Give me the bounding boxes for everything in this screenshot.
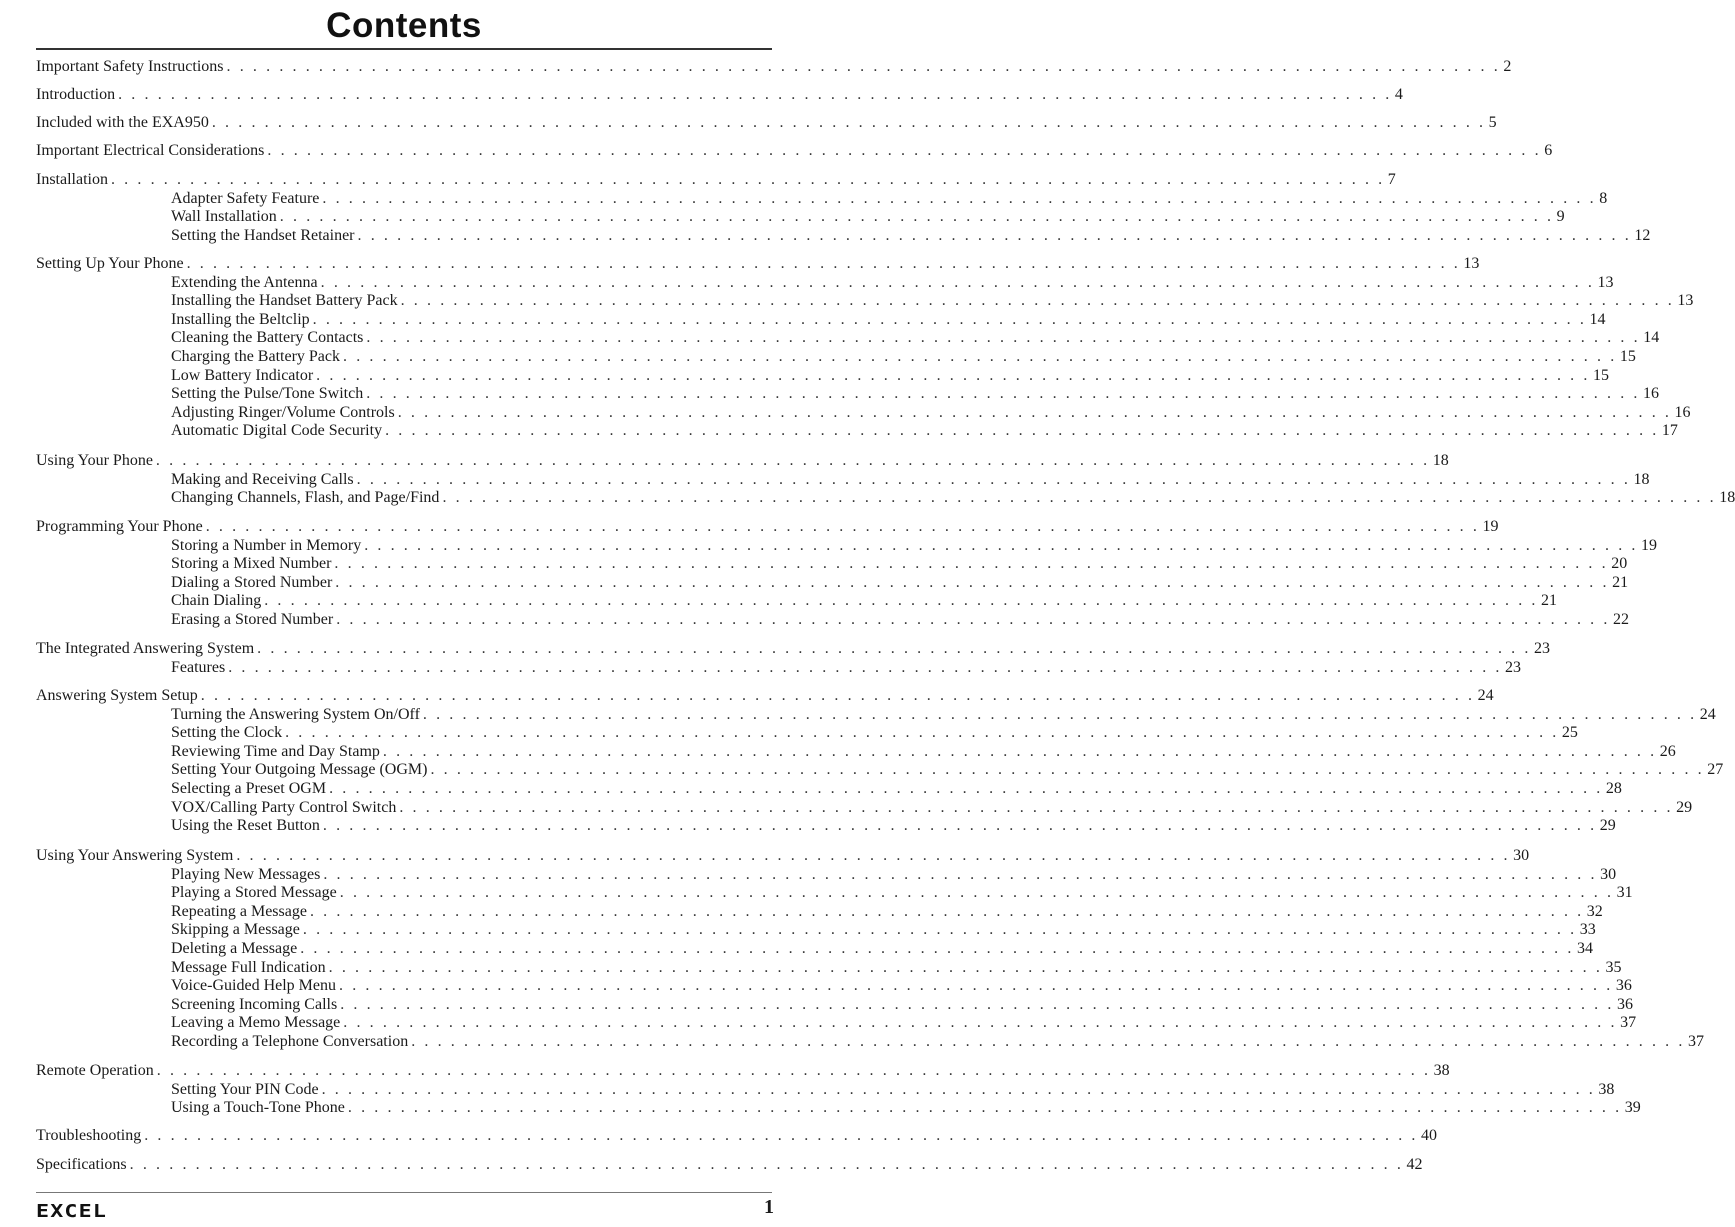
toc-entry-label: Setting Your PIN Code: [171, 1080, 319, 1098]
toc-section-entry: [36, 1062, 1450, 1080]
toc-entry-page: 20: [1611, 555, 1628, 573]
toc-entry-label: Recording a Telephone Conversation: [171, 1033, 409, 1050]
toc-entry-label: Extending the Antenna: [171, 273, 318, 291]
dot-leader: . . . . . . . . . . . . . . . . . . . . . . . . . . . . . . . . . . . . . . . . . . . . . . . . . . . . . . . . . . . . . . . . . . . . . . . . . . . . . . . . . . . . . . . . . . . . . . . . .: [442, 489, 1717, 507]
dot-leader: . . . . . . . . . . . . . . . . . . . . . . . . . . . . . . . . . . . . . . . . . . . . . . . . . . . . . . . . . . . . . . . . . . . . . . . . . . . . . . . . . . . . . . . . . . . . . . . . .: [264, 592, 1539, 610]
toc-entry-label: Dialing a Stored Number: [171, 573, 333, 591]
toc-entry-page: 5: [1488, 114, 1497, 131]
toc-entry-label: Programming Your Phone: [36, 518, 203, 535]
toc-entry-page: 16: [1643, 385, 1660, 403]
toc-entry-page: 32: [1586, 902, 1603, 920]
toc-entry-page: 36: [1615, 977, 1632, 995]
toc-entry-page: 42: [1406, 1156, 1423, 1173]
toc-subsection-entry: [171, 226, 1651, 245]
toc-subsection-entry: [171, 761, 1724, 779]
page-number: 1: [764, 1196, 774, 1218]
toc-entry-page: 23: [1533, 640, 1550, 657]
dot-leader: . . . . . . . . . . . . . . . . . . . . . . . . . . . . . . . . . . . . . . . . . . . . . . . . . . . . . . . . . . . . . . . . . . . . . . . . . . . . . . . . . . . . . . . . . . . . . . . . .: [302, 921, 1577, 939]
toc-entry-label: Reviewing Time and Day Stamp: [171, 742, 380, 760]
toc-subsection-entry: [171, 348, 1636, 366]
toc-subsection-entry: [171, 1033, 1704, 1051]
toc-subsection-entry: [171, 1099, 1641, 1117]
dot-leader: . . . . . . . . . . . . . . . . . . . . . . . . . . . . . . . . . . . . . . . . . . . . . . . . . . . . . . . . . . . . . . . . . . . . . . . . . . . . . . . . . . . . . . . . . . . . . . . . .: [339, 977, 1613, 995]
dot-leader: . . . . . . . . . . . . . . . . . . . . . . . . . . . . . . . . . . . . . . . . . . . . . . . . . . . . . . . . . . . . . . . . . . . . . . . . . . . . . . . . . . . . . . . . . . . . . . . . .: [343, 1014, 1618, 1032]
toc-entry-page: 23: [1505, 658, 1522, 676]
footer-divider: [36, 1192, 772, 1193]
toc-entry-page: 37: [1620, 1014, 1637, 1032]
toc-subsection-entry: [171, 705, 1716, 724]
dot-leader: . . . . . . . . . . . . . . . . . . . . . . . . . . . . . . . . . . . . . . . . . . . . . . . . . . . . . . . . . . . . . . . . . . . . . . . . . . . . . . . . . . . . . . . . . . . . . . . . .: [257, 640, 1531, 657]
toc-entry-page: 26: [1659, 742, 1676, 760]
toc-entry-label: Playing New Messages: [171, 865, 321, 883]
toc-entry-label: Message Full Indication: [171, 958, 326, 976]
toc-entry-label: VOX/Calling Party Control Switch: [171, 798, 397, 816]
dot-leader: . . . . . . . . . . . . . . . . . . . . . . . . . . . . . . . . . . . . . . . . . . . . . . . . . . . . . . . . . . . . . . . . . . . . . . . . . . . . . . . . . . . . . . . . . . . . . . . . .: [399, 798, 1674, 816]
toc-entry-page: 21: [1612, 573, 1629, 591]
toc-subsection-entry: [171, 958, 1622, 977]
toc-entry-label: Using Your Answering System: [36, 847, 234, 864]
toc-entry-page: 15: [1592, 366, 1609, 384]
dot-leader: . . . . . . . . . . . . . . . . . . . . . . . . . . . . . . . . . . . . . . . . . . . . . . . . . . . . . . . . . . . . . . . . . . . . . . . . . . . . . . . . . . . . . . . . . . . . . . . . .: [186, 255, 1461, 272]
toc-subsection-entry: [171, 995, 1633, 1014]
title-divider: [36, 48, 772, 50]
toc-entry-page: 28: [1605, 780, 1622, 797]
dot-leader: . . . . . . . . . . . . . . . . . . . . . . . . . . . . . . . . . . . . . . . . . . . . . . . . . . . . . . . . . . . . . . . . . . . . . . . . . . . . . . . . . . . . . . . . . . . . . . . . .: [236, 847, 1511, 864]
toc-subsection-entry: [171, 780, 1622, 798]
dot-leader: . . . . . . . . . . . . . . . . . . . . . . . . . . . . . . . . . . . . . . . . . . . . . . . . . . . . . . . . . . . . . . . . . . . . . . . . . . . . . . . . . . . . . . . . . . . . . . . . .: [323, 865, 1598, 883]
toc-section-entry: [36, 518, 1499, 536]
toc-entry-page: 13: [1597, 273, 1614, 291]
toc-entry-page: 14: [1589, 310, 1606, 328]
toc-subsection-entry: [171, 329, 1660, 347]
toc-entry-label: Chain Dialing: [171, 592, 262, 610]
dot-leader: . . . . . . . . . . . . . . . . . . . . . . . . . . . . . . . . . . . . . . . . . . . . . . . . . . . . . . . . . . . . . . . . . . . . . . . . . . . . . . . . . . . . . . . . . . . . . . . . .: [334, 555, 1609, 573]
toc-entry-page: 18: [1633, 470, 1650, 488]
toc-section-entry: [36, 452, 1449, 470]
toc-subsection-entry: [171, 940, 1593, 958]
toc-entry-page: 29: [1676, 798, 1693, 816]
dot-leader: . . . . . . . . . . . . . . . . . . . . . . . . . . . . . . . . . . . . . . . . . . . . . . . . . . . . . . . . . . . . . . . . . . . . . . . . . . . . . . . . . . . . . . . . . . . . . . . . .: [321, 1080, 1596, 1098]
toc-subsection-entry: [171, 536, 1658, 555]
toc-section-entry: [36, 640, 1550, 658]
toc-entry-label: Answering System Setup: [36, 687, 198, 704]
toc-entry-page: 39: [1624, 1099, 1641, 1117]
dot-leader: . . . . . . . . . . . . . . . . . . . . . . . . . . . . . . . . . . . . . . . . . . . . . . . . . . . . . . . . . . . . . . . . . . . . . . . . . . . . . . . . . . . . . . . . . . . . . . . . .: [430, 761, 1705, 779]
dot-leader: . . . . . . . . . . . . . . . . . . . . . . . . . . . . . . . . . . . . . . . . . . . . . . . . . . . . . . . . . . . . . . . . . . . . . . . . . . . . . . . . . . . . . . . . . . . . . . . . .: [364, 536, 1639, 554]
toc-subsection-entry: [171, 977, 1632, 995]
page-title: Contents: [326, 6, 482, 45]
dot-leader: . . . . . . . . . . . . . . . . . . . . . . . . . . . . . . . . . . . . . . . . . . . . . . . . . . . . . . . . . . . . . . . . . . . . . . . . . . . . . . . . . . . . . . . . . . . . . . . . .: [322, 817, 1597, 835]
toc-entry-page: 24: [1699, 705, 1716, 723]
toc-entry-page: 16: [1674, 403, 1691, 421]
toc-subsection-entry: [171, 902, 1603, 921]
toc-subsection-entry: [171, 422, 1678, 440]
toc-section-entry: [36, 255, 1480, 273]
toc-entry-label: Specifications: [36, 1156, 127, 1173]
dot-leader: . . . . . . . . . . . . . . . . . . . . . . . . . . . . . . . . . . . . . . . . . . . . . . . . . . . . . . . . . . . . . . . . . . . . . . . . . . . . . . . . . . . . . . . . . . . . . . . . .: [312, 310, 1587, 328]
toc-entry-page: 13: [1463, 255, 1480, 272]
toc-entry-page: 36: [1617, 995, 1633, 1013]
toc-entry-label: The Integrated Answering System: [36, 640, 255, 657]
toc-entry-page: 25: [1561, 724, 1578, 742]
toc-entry-label: Playing a Stored Message: [171, 884, 337, 902]
dot-leader: . . . . . . . . . . . . . . . . . . . . . . . . . . . . . . . . . . . . . . . . . . . . . . . . . . . . . . . . . . . . . . . . . . . . . . . . . . . . . . . . . . . . . . . . . . . . . . . . .: [411, 1033, 1685, 1050]
toc-subsection-entry: [171, 385, 1660, 403]
dot-leader: . . . . . . . . . . . . . . . . . . . . . . . . . . . . . . . . . . . . . . . . . . . . . . . . . . . . . . . . . . . . . . . . . . . . . . . . . . . . . . . . . . . . . . . . . . . . . . . . .: [397, 403, 1672, 421]
toc-entry-label: Screening Incoming Calls: [171, 995, 338, 1013]
toc-section-entry: [36, 1127, 1438, 1145]
toc-section-entry: [36, 58, 1512, 76]
dot-leader: . . . . . . . . . . . . . . . . . . . . . . . . . . . . . . . . . . . . . . . . . . . . . . . . . . . . . . . . . . . . . . . . . . . . . . . . . . . . . . . . . . . . . . . . . . . . . . . . .: [366, 329, 1641, 347]
toc-entry-page: 21: [1541, 592, 1558, 610]
toc-entry-label: Included with the EXA950: [36, 114, 209, 131]
dot-leader: . . . . . . . . . . . . . . . . . . . . . . . . . . . . . . . . . . . . . . . . . . . . . . . . . . . . . . . . . . . . . . . . . . . . . . . . . . . . . . . . . . . . . . . . . . . . . . . . .: [267, 142, 1542, 159]
toc-entry-label: Installation: [36, 171, 108, 188]
toc-entry-page: 7: [1387, 171, 1396, 188]
toc-entry-label: Using a Touch-Tone Phone: [171, 1099, 345, 1117]
dot-leader: . . . . . . . . . . . . . . . . . . . . . . . . . . . . . . . . . . . . . . . . . . . . . . . . . . . . . . . . . . . . . . . . . . . . . . . . . . . . . . . . . . . . . . . . . . . . . . . . .: [422, 705, 1697, 723]
dot-leader: . . . . . . . . . . . . . . . . . . . . . . . . . . . . . . . . . . . . . . . . . . . . . . . . . . . . . . . . . . . . . . . . . . . . . . . . . . . . . . . . . . . . . . . . . . . . . . . . .: [340, 995, 1614, 1013]
toc-entry-page: 18: [1719, 489, 1735, 507]
toc-subsection-entry: [171, 273, 1614, 292]
toc-entry-page: 24: [1477, 687, 1494, 704]
toc-entry-page: 27: [1707, 761, 1724, 779]
toc-section-entry: [36, 114, 1497, 132]
toc-entry-page: 13: [1677, 292, 1694, 310]
toc-subsection-entry: [171, 884, 1633, 902]
toc-subsection-entry: [171, 798, 1693, 817]
toc-subsection-entry: [171, 1080, 1615, 1099]
dot-leader: . . . . . . . . . . . . . . . . . . . . . . . . . . . . . . . . . . . . . . . . . . . . . . . . . . . . . . . . . . . . . . . . . . . . . . . . . . . . . . . . . . . . . . . . . . . . . . . . .: [366, 385, 1641, 403]
toc-entry-page: 30: [1600, 865, 1617, 883]
toc-entry-label: Important Electrical Considerations: [36, 142, 265, 159]
toc-section-entry: [36, 171, 1396, 189]
toc-entry-label: Skipping a Message: [171, 921, 300, 939]
brand-logo: EXCEL: [36, 1201, 108, 1222]
dot-leader: . . . . . . . . . . . . . . . . . . . . . . . . . . . . . . . . . . . . . . . . . . . . . . . . . . . . . . . . . . . . . . . . . . . . . . . . . . . . . . . . . . . . . . . . . . . . . . . . .: [339, 884, 1614, 902]
dot-leader: . . . . . . . . . . . . . . . . . . . . . . . . . . . . . . . . . . . . . . . . . . . . . . . . . . . . . . . . . . . . . . . . . . . . . . . . . . . . . . . . . . . . . . . . . . . . . . . . .: [357, 226, 1632, 244]
toc-entry-label: Charging the Battery Pack: [171, 348, 340, 365]
toc-entry-page: 14: [1643, 329, 1660, 347]
toc-subsection-entry: [171, 470, 1650, 489]
toc-entry-label: Leaving a Memo Message: [171, 1014, 341, 1032]
dot-leader: . . . . . . . . . . . . . . . . . . . . . . . . . . . . . . . . . . . . . . . . . . . . . . . . . . . . . . . . . . . . . . . . . . . . . . . . . . . . . . . . . . . . . . . . . . . . . . . . .: [211, 114, 1486, 131]
toc-subsection-entry: [171, 189, 1608, 208]
toc-entry-page: 4: [1394, 86, 1403, 103]
toc-subsection-entry: [171, 1014, 1637, 1032]
toc-entry-label: Installing the Handset Battery Pack: [171, 292, 398, 310]
toc-entry-label: Setting Up Your Phone: [36, 255, 184, 272]
dot-leader: . . . . . . . . . . . . . . . . . . . . . . . . . . . . . . . . . . . . . . . . . . . . . . . . . . . . . . . . . . . . . . . . . . . . . . . . . . . . . . . . . . . . . . . . . . . . . . . . .: [200, 687, 1475, 704]
toc-subsection-entry: [171, 611, 1629, 629]
dot-leader: . . . . . . . . . . . . . . . . . . . . . . . . . . . . . . . . . . . . . . . . . . . . . . . . . . . . . . . . . . . . . . . . . . . . . . . . . . . . . . . . . . . . . . . . . . . . . . . . .: [329, 780, 1603, 797]
toc-entry-page: 33: [1579, 921, 1596, 939]
toc-entry-page: 34: [1577, 940, 1593, 957]
toc-entry-page: 31: [1616, 884, 1633, 902]
toc-entry-label: Setting the Pulse/Tone Switch: [171, 385, 364, 403]
toc-subsection-entry: [171, 921, 1596, 939]
toc-subsection-entry: [171, 292, 1694, 310]
toc-entry-page: 12: [1634, 226, 1651, 244]
toc-entry-label: Selecting a Preset OGM: [171, 780, 327, 797]
toc-entry-page: 29: [1599, 817, 1616, 835]
dot-leader: . . . . . . . . . . . . . . . . . . . . . . . . . . . . . . . . . . . . . . . . . . . . . . . . . . . . . . . . . . . . . . . . . . . . . . . . . . . . . . . . . . . . . . . . . . . . . . . . .: [316, 366, 1590, 384]
toc-entry-label: Adapter Safety Feature: [171, 189, 320, 207]
toc-entry-label: Features: [171, 658, 226, 676]
toc-entry-label: Storing a Number in Memory: [171, 536, 362, 554]
toc-entry-label: Storing a Mixed Number: [171, 555, 332, 573]
dot-leader: . . . . . . . . . . . . . . . . . . . . . . . . . . . . . . . . . . . . . . . . . . . . . . . . . . . . . . . . . . . . . . . . . . . . . . . . . . . . . . . . . . . . . . . . . . . . . . . . .: [226, 58, 1501, 75]
toc-entry-label: Erasing a Stored Number: [171, 611, 334, 628]
toc-entry-page: 35: [1605, 958, 1622, 976]
toc-section-entry: [36, 687, 1494, 705]
dot-leader: . . . . . . . . . . . . . . . . . . . . . . . . . . . . . . . . . . . . . . . . . . . . . . . . . . . . . . . . . . . . . . . . . . . . . . . . . . . . . . . . . . . . . . . . . . . . . . . . .: [144, 1127, 1419, 1144]
toc-subsection-entry: [171, 573, 1629, 592]
dot-leader: . . . . . . . . . . . . . . . . . . . . . . . . . . . . . . . . . . . . . . . . . . . . . . . . . . . . . . . . . . . . . . . . . . . . . . . . . . . . . . . . . . . . . . . . . . . . . . . . .: [335, 573, 1610, 591]
toc-subsection-entry: [171, 724, 1578, 742]
toc-entry-label: Remote Operation: [36, 1062, 154, 1079]
dot-leader: . . . . . . . . . . . . . . . . . . . . . . . . . . . . . . . . . . . . . . . . . . . . . . . . . . . . . . . . . . . . . . . . . . . . . . . . . . . . . . . . . . . . . . . . . . . . . . . . .: [110, 171, 1385, 188]
dot-leader: . . . . . . . . . . . . . . . . . . . . . . . . . . . . . . . . . . . . . . . . . . . . . . . . . . . . . . . . . . . . . . . . . . . . . . . . . . . . . . . . . . . . . . . . . . . . . . . . .: [385, 422, 1659, 440]
toc-entry-label: Deleting a Message: [171, 940, 298, 957]
dot-leader: . . . . . . . . . . . . . . . . . . . . . . . . . . . . . . . . . . . . . . . . . . . . . . . . . . . . . . . . . . . . . . . . . . . . . . . . . . . . . . . . . . . . . . . . . . . . . . . . .: [356, 470, 1631, 488]
dot-leader: . . . . . . . . . . . . . . . . . . . . . . . . . . . . . . . . . . . . . . . . . . . . . . . . . . . . . . . . . . . . . . . . . . . . . . . . . . . . . . . . . . . . . . . . . . . . . . . . .: [309, 902, 1584, 920]
dot-leader: . . . . . . . . . . . . . . . . . . . . . . . . . . . . . . . . . . . . . . . . . . . . . . . . . . . . . . . . . . . . . . . . . . . . . . . . . . . . . . . . . . . . . . . . . . . . . . . . .: [320, 273, 1595, 291]
toc-entry-page: 9: [1556, 208, 1565, 226]
toc-subsection-entry: [171, 310, 1606, 329]
dot-leader: . . . . . . . . . . . . . . . . . . . . . . . . . . . . . . . . . . . . . . . . . . . . . . . . . . . . . . . . . . . . . . . . . . . . . . . . . . . . . . . . . . . . . . . . . . . . . . . . .: [228, 658, 1503, 676]
toc-entry-page: 40: [1421, 1127, 1438, 1144]
toc-entry-page: 19: [1641, 536, 1658, 554]
toc-entry-page: 30: [1513, 847, 1530, 864]
toc-entry-label: Setting the Handset Retainer: [171, 226, 355, 244]
toc-entry-page: 17: [1661, 422, 1678, 440]
toc-entry-label: Making and Receiving Calls: [171, 470, 354, 488]
toc-entry-label: Voice-Guided Help Menu: [171, 977, 336, 995]
toc-entry-label: Turning the Answering System On/Off: [171, 705, 420, 723]
toc-entry-label: Setting the Clock: [171, 724, 283, 742]
toc-entry-label: Adjusting Ringer/Volume Controls: [171, 403, 395, 421]
toc-entry-page: 8: [1599, 189, 1608, 207]
toc-subsection-entry: [171, 366, 1609, 385]
toc-entry-page: 38: [1433, 1062, 1450, 1079]
dot-leader: . . . . . . . . . . . . . . . . . . . . . . . . . . . . . . . . . . . . . . . . . . . . . . . . . . . . . . . . . . . . . . . . . . . . . . . . . . . . . . . . . . . . . . . . . . . . . . . . .: [156, 1062, 1431, 1079]
toc-subsection-entry: [171, 865, 1617, 884]
dot-leader: . . . . . . . . . . . . . . . . . . . . . . . . . . . . . . . . . . . . . . . . . . . . . . . . . . . . . . . . . . . . . . . . . . . . . . . . . . . . . . . . . . . . . . . . . . . . . . . . .: [155, 452, 1430, 469]
toc-entry-label: Important Safety Instructions: [36, 58, 224, 75]
dot-leader: . . . . . . . . . . . . . . . . . . . . . . . . . . . . . . . . . . . . . . . . . . . . . . . . . . . . . . . . . . . . . . . . . . . . . . . . . . . . . . . . . . . . . . . . . . . . . . . . .: [400, 292, 1675, 310]
dot-leader: . . . . . . . . . . . . . . . . . . . . . . . . . . . . . . . . . . . . . . . . . . . . . . . . . . . . . . . . . . . . . . . . . . . . . . . . . . . . . . . . . . . . . . . . . . . . . . . . .: [118, 86, 1392, 103]
toc-entry-label: Wall Installation: [171, 208, 277, 226]
dot-leader: . . . . . . . . . . . . . . . . . . . . . . . . . . . . . . . . . . . . . . . . . . . . . . . . . . . . . . . . . . . . . . . . . . . . . . . . . . . . . . . . . . . . . . . . . . . . . . . . .: [205, 518, 1480, 535]
dot-leader: . . . . . . . . . . . . . . . . . . . . . . . . . . . . . . . . . . . . . . . . . . . . . . . . . . . . . . . . . . . . . . . . . . . . . . . . . . . . . . . . . . . . . . . . . . . . . . . . .: [300, 940, 1574, 957]
toc-entry-label: Introduction: [36, 86, 116, 103]
toc-entry-label: Automatic Digital Code Security: [171, 422, 383, 440]
dot-leader: . . . . . . . . . . . . . . . . . . . . . . . . . . . . . . . . . . . . . . . . . . . . . . . . . . . . . . . . . . . . . . . . . . . . . . . . . . . . . . . . . . . . . . . . . . . . . . . . .: [343, 348, 1617, 365]
toc-entry-page: 15: [1619, 348, 1636, 365]
toc-entry-label: Low Battery Indicator: [171, 366, 314, 384]
toc-entry-page: 19: [1482, 518, 1499, 535]
toc-section-entry: [36, 1156, 1423, 1174]
toc-entry-page: 2: [1503, 58, 1512, 75]
toc-subsection-entry: [171, 555, 1628, 573]
toc-subsection-entry: [171, 489, 1735, 507]
toc-entry-page: 22: [1613, 611, 1629, 628]
toc-section-entry: [36, 142, 1553, 160]
dot-leader: . . . . . . . . . . . . . . . . . . . . . . . . . . . . . . . . . . . . . . . . . . . . . . . . . . . . . . . . . . . . . . . . . . . . . . . . . . . . . . . . . . . . . . . . . . . . . . . . .: [322, 189, 1597, 207]
dot-leader: . . . . . . . . . . . . . . . . . . . . . . . . . . . . . . . . . . . . . . . . . . . . . . . . . . . . . . . . . . . . . . . . . . . . . . . . . . . . . . . . . . . . . . . . . . . . . . . . .: [328, 958, 1603, 976]
dot-leader: . . . . . . . . . . . . . . . . . . . . . . . . . . . . . . . . . . . . . . . . . . . . . . . . . . . . . . . . . . . . . . . . . . . . . . . . . . . . . . . . . . . . . . . . . . . . . . . . .: [347, 1099, 1622, 1117]
toc-subsection-entry: [171, 592, 1558, 610]
toc-entry-page: 38: [1598, 1080, 1615, 1098]
toc-subsection-entry: [171, 658, 1522, 677]
toc-entry-label: Repeating a Message: [171, 902, 307, 920]
dot-leader: . . . . . . . . . . . . . . . . . . . . . . . . . . . . . . . . . . . . . . . . . . . . . . . . . . . . . . . . . . . . . . . . . . . . . . . . . . . . . . . . . . . . . . . . . . . . . . . . .: [336, 611, 1610, 628]
dot-leader: . . . . . . . . . . . . . . . . . . . . . . . . . . . . . . . . . . . . . . . . . . . . . . . . . . . . . . . . . . . . . . . . . . . . . . . . . . . . . . . . . . . . . . . . . . . . . . . . .: [279, 208, 1554, 226]
toc-entry-label: Using Your Phone: [36, 452, 153, 469]
dot-leader: . . . . . . . . . . . . . . . . . . . . . . . . . . . . . . . . . . . . . . . . . . . . . . . . . . . . . . . . . . . . . . . . . . . . . . . . . . . . . . . . . . . . . . . . . . . . . . . . .: [129, 1156, 1404, 1173]
toc-subsection-entry: [171, 208, 1565, 226]
toc-entry-label: Troubleshooting: [36, 1127, 142, 1144]
toc-entry-label: Changing Channels, Flash, and Page/Find: [171, 489, 440, 507]
toc-subsection-entry: [171, 403, 1691, 422]
dot-leader: . . . . . . . . . . . . . . . . . . . . . . . . . . . . . . . . . . . . . . . . . . . . . . . . . . . . . . . . . . . . . . . . . . . . . . . . . . . . . . . . . . . . . . . . . . . . . . . . .: [382, 742, 1657, 760]
toc-entry-page: 18: [1432, 452, 1449, 469]
toc-subsection-entry: [171, 817, 1616, 835]
toc-section-entry: [36, 86, 1403, 104]
toc-entry-label: Cleaning the Battery Contacts: [171, 329, 364, 347]
toc-section-entry: [36, 847, 1530, 865]
toc-entry-label: Using the Reset Button: [171, 817, 320, 835]
toc-entry-page: 37: [1688, 1033, 1704, 1050]
toc-entry-page: 6: [1544, 142, 1553, 159]
dot-leader: . . . . . . . . . . . . . . . . . . . . . . . . . . . . . . . . . . . . . . . . . . . . . . . . . . . . . . . . . . . . . . . . . . . . . . . . . . . . . . . . . . . . . . . . . . . . . . . . .: [285, 724, 1559, 742]
toc-subsection-entry: [171, 742, 1676, 761]
toc-entry-label: Installing the Beltclip: [171, 310, 310, 328]
toc-entry-label: Setting Your Outgoing Message (OGM): [171, 761, 428, 779]
